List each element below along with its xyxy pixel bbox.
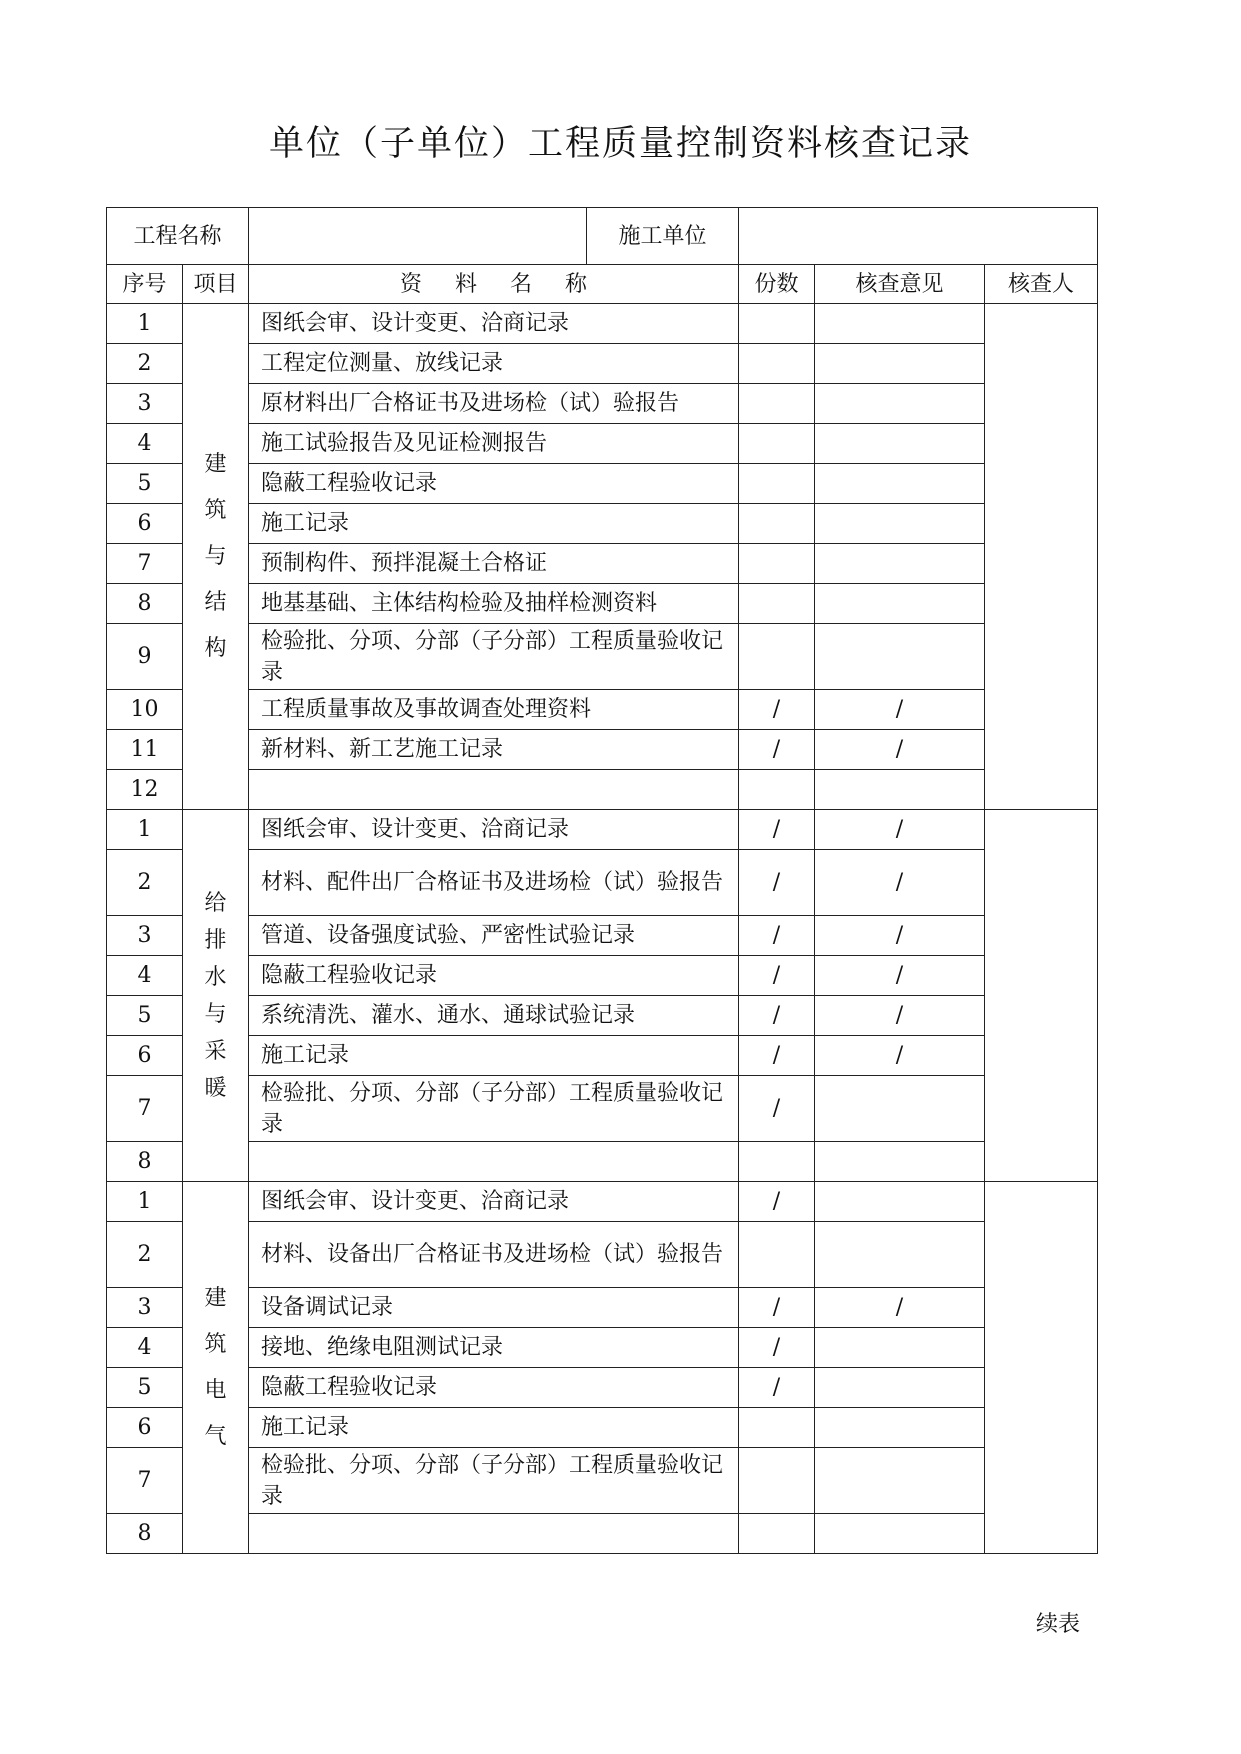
table-row [107, 504, 1098, 544]
opinion-cell[interactable] [815, 624, 985, 690]
page-title: 单位（子单位）工程质量控制资料核查记录 [268, 124, 972, 164]
copies-cell[interactable]: / [739, 916, 815, 956]
column-header-copies: 份数 [739, 265, 815, 304]
row-seq: 2 [107, 1222, 183, 1288]
document-name: 管道、设备强度试验、严密性试验记录 [249, 916, 739, 956]
opinion-cell[interactable]: / [815, 916, 985, 956]
copies-cell[interactable] [739, 1514, 815, 1554]
document-name: 施工记录 [249, 1408, 739, 1448]
row-seq: 1 [107, 810, 183, 850]
group-label-char: 暖 [204, 1075, 227, 1101]
opinion-cell[interactable] [815, 1448, 985, 1514]
opinion-cell[interactable] [815, 544, 985, 584]
copies-cell[interactable]: / [739, 1076, 815, 1142]
document-name: 图纸会审、设计变更、洽商记录 [249, 1182, 739, 1222]
opinion-cell[interactable]: / [815, 690, 985, 730]
opinion-cell[interactable] [815, 1408, 985, 1448]
copies-cell[interactable]: / [739, 690, 815, 730]
copies-cell[interactable] [739, 344, 815, 384]
document-name: 材料、配件出厂合格证书及进场检（试）验报告 [249, 850, 739, 916]
document-name: 接地、绝缘电阻测试记录 [249, 1328, 739, 1368]
copies-cell[interactable]: / [739, 996, 815, 1036]
row-seq: 5 [107, 996, 183, 1036]
opinion-cell[interactable] [815, 304, 985, 344]
row-seq: 3 [107, 916, 183, 956]
group-label-char: 排 [204, 927, 227, 953]
row-seq: 6 [107, 1408, 183, 1448]
table-row [107, 624, 1098, 690]
table-row [107, 1448, 1098, 1514]
row-seq: 6 [107, 1036, 183, 1076]
copies-cell[interactable]: / [739, 956, 815, 996]
opinion-cell[interactable]: / [815, 730, 985, 770]
row-seq: 2 [107, 344, 183, 384]
group-label-char: 建 [204, 1286, 227, 1311]
copies-cell[interactable] [739, 584, 815, 624]
table-row [107, 424, 1098, 464]
table-row [107, 916, 1098, 956]
table-row [107, 304, 1098, 344]
opinion-cell[interactable] [815, 1142, 985, 1182]
document-name: 图纸会审、设计变更、洽商记录 [249, 810, 739, 850]
opinion-cell[interactable] [815, 1514, 985, 1554]
table-row [107, 1514, 1098, 1554]
copies-cell[interactable]: / [739, 730, 815, 770]
group-label-char: 与 [204, 1001, 227, 1027]
document-name: 图纸会审、设计变更、洽商记录 [249, 304, 739, 344]
table-row [107, 956, 1098, 996]
document-name: 原材料出厂合格证书及进场检（试）验报告 [249, 384, 739, 424]
row-seq: 7 [107, 1448, 183, 1514]
table-row [107, 544, 1098, 584]
opinion-cell[interactable] [815, 504, 985, 544]
copies-cell[interactable] [739, 770, 815, 810]
document-name [249, 1142, 739, 1182]
row-seq: 1 [107, 1182, 183, 1222]
group-label-char: 气 [204, 1424, 227, 1449]
row-seq: 7 [107, 544, 183, 584]
group-label-char: 建 [204, 452, 227, 477]
construction-unit-field[interactable] [739, 208, 1098, 265]
column-header-item: 项目 [183, 265, 249, 304]
group-label-char: 水 [204, 964, 227, 990]
project-name-label: 工程名称 [107, 208, 249, 265]
table-row [107, 850, 1098, 916]
copies-cell[interactable] [739, 304, 815, 344]
row-seq: 5 [107, 1368, 183, 1408]
copies-cell[interactable] [739, 424, 815, 464]
row-seq: 12 [107, 770, 183, 810]
opinion-cell[interactable]: / [815, 810, 985, 850]
document-name: 系统清洗、灌水、通水、通球试验记录 [249, 996, 739, 1036]
group-label-char: 筑 [204, 1332, 227, 1357]
checker-cell[interactable] [985, 1182, 1098, 1554]
table-row [107, 996, 1098, 1036]
opinion-cell[interactable]: / [815, 1036, 985, 1076]
copies-cell[interactable]: / [739, 1182, 815, 1222]
row-seq: 2 [107, 850, 183, 916]
project-info-row [107, 208, 1098, 265]
checker-cell[interactable] [985, 810, 1098, 1182]
row-seq: 6 [107, 504, 183, 544]
group-label-char: 构 [204, 636, 227, 661]
opinion-cell[interactable] [815, 384, 985, 424]
opinion-cell[interactable]: / [815, 850, 985, 916]
column-header-seq: 序号 [107, 265, 183, 304]
group-label-char: 给 [204, 890, 227, 916]
table-row [107, 384, 1098, 424]
row-seq: 4 [107, 1328, 183, 1368]
document-name: 设备调试记录 [249, 1288, 739, 1328]
document-name: 施工记录 [249, 504, 739, 544]
copies-cell[interactable] [739, 544, 815, 584]
row-seq: 3 [107, 384, 183, 424]
table-row [107, 770, 1098, 810]
table-row [107, 464, 1098, 504]
opinion-cell[interactable] [815, 1182, 985, 1222]
row-seq: 4 [107, 424, 183, 464]
table-row [107, 1408, 1098, 1448]
column-header-doc-name: 资 料 名 称 [249, 265, 739, 304]
checker-cell[interactable] [985, 304, 1098, 810]
table-row [107, 730, 1098, 770]
opinion-cell[interactable] [815, 424, 985, 464]
table-row [107, 1036, 1098, 1076]
table-row [107, 1142, 1098, 1182]
opinion-cell[interactable]: / [815, 1288, 985, 1328]
table-row [107, 584, 1098, 624]
row-seq: 10 [107, 690, 183, 730]
table-row [107, 1288, 1098, 1328]
table-row [107, 1328, 1098, 1368]
copies-cell[interactable] [739, 624, 815, 690]
opinion-cell[interactable] [815, 1328, 985, 1368]
document-name: 施工记录 [249, 1036, 739, 1076]
opinion-cell[interactable] [815, 1222, 985, 1288]
group-label [183, 1182, 249, 1554]
document-name [249, 770, 739, 810]
document-name: 地基基础、主体结构检验及抽样检测资料 [249, 584, 739, 624]
row-seq: 4 [107, 956, 183, 996]
row-seq: 9 [107, 624, 183, 690]
copies-cell[interactable] [739, 1142, 815, 1182]
document-name [249, 1514, 739, 1554]
construction-unit-label: 施工单位 [587, 208, 739, 265]
opinion-cell[interactable] [815, 344, 985, 384]
document-name: 检验批、分项、分部（子分部）工程质量验收记录 [249, 1076, 739, 1142]
table-row [107, 344, 1098, 384]
row-seq: 1 [107, 304, 183, 344]
column-header-checker: 核查人 [985, 265, 1098, 304]
document-name: 工程质量事故及事故调查处理资料 [249, 690, 739, 730]
row-seq: 7 [107, 1076, 183, 1142]
group-label-char: 与 [204, 544, 227, 569]
opinion-cell[interactable] [815, 770, 985, 810]
document-name: 施工试验报告及见证检测报告 [249, 424, 739, 464]
table-row [107, 1368, 1098, 1408]
project-name-field[interactable] [249, 208, 587, 265]
copies-cell[interactable]: / [739, 1288, 815, 1328]
opinion-cell[interactable]: / [815, 956, 985, 996]
group-label-char: 筑 [204, 498, 227, 523]
document-name: 材料、设备出厂合格证书及进场检（试）验报告 [249, 1222, 739, 1288]
row-seq: 8 [107, 584, 183, 624]
copies-cell[interactable] [739, 1222, 815, 1288]
group-label [183, 304, 249, 810]
document-name: 检验批、分项、分部（子分部）工程质量验收记录 [249, 624, 739, 690]
copies-cell[interactable] [739, 504, 815, 544]
document-name: 检验批、分项、分部（子分部）工程质量验收记录 [249, 1448, 739, 1514]
opinion-cell[interactable] [815, 1368, 985, 1408]
group-label-char: 采 [204, 1038, 227, 1064]
copies-cell[interactable]: / [739, 1328, 815, 1368]
row-seq: 11 [107, 730, 183, 770]
copies-cell[interactable]: / [739, 1036, 815, 1076]
row-seq: 5 [107, 464, 183, 504]
document-name: 预制构件、预拌混凝土合格证 [249, 544, 739, 584]
row-seq: 8 [107, 1514, 183, 1554]
opinion-cell[interactable] [815, 464, 985, 504]
copies-cell[interactable] [739, 1408, 815, 1448]
copies-cell[interactable]: / [739, 850, 815, 916]
table-row [107, 810, 1098, 850]
document-name: 隐蔽工程验收记录 [249, 1368, 739, 1408]
group-label-char: 结 [204, 590, 227, 615]
copies-cell[interactable] [739, 384, 815, 424]
document-name: 工程定位测量、放线记录 [249, 344, 739, 384]
document-name: 隐蔽工程验收记录 [249, 464, 739, 504]
table-row [107, 1076, 1098, 1142]
column-header-opinion: 核查意见 [815, 265, 985, 304]
copies-cell[interactable] [739, 464, 815, 504]
copies-cell[interactable]: / [739, 1368, 815, 1408]
column-header-row [107, 265, 1098, 304]
row-seq: 8 [107, 1142, 183, 1182]
document-name: 新材料、新工艺施工记录 [249, 730, 739, 770]
quality-control-record-table [106, 207, 1098, 1554]
group-label [183, 810, 249, 1182]
document-name: 隐蔽工程验收记录 [249, 956, 739, 996]
table-row [107, 1222, 1098, 1288]
table-row [107, 1182, 1098, 1222]
row-seq: 3 [107, 1288, 183, 1328]
continued-note: 续表 [1036, 1612, 1081, 1637]
opinion-cell[interactable] [815, 1076, 985, 1142]
copies-cell[interactable] [739, 1448, 815, 1514]
opinion-cell[interactable]: / [815, 996, 985, 1036]
opinion-cell[interactable] [815, 584, 985, 624]
group-label-char: 电 [204, 1378, 227, 1403]
table-row [107, 690, 1098, 730]
copies-cell[interactable]: / [739, 810, 815, 850]
